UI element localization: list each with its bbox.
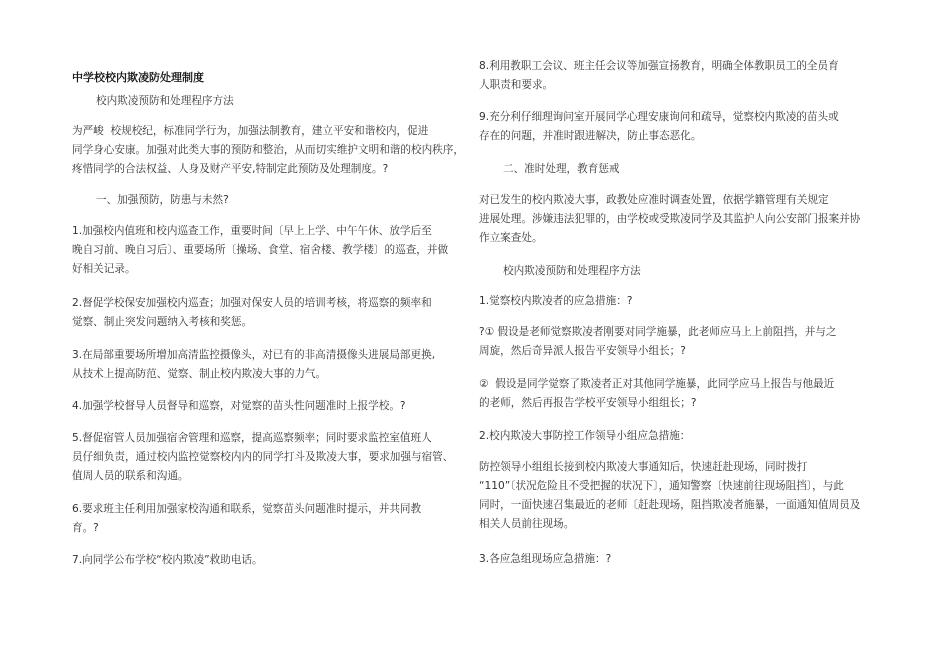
list-item-5: 5.督促宿管人员加强宿舍管理和巡察，提高巡察频率；同时要求监控室值班人 员仔细负责，通过校内监控觉察校内内的同学打斗及欺凌大事，要求加强与宿管、 值周人员的联系和沟通。 [72,432,454,482]
procedure-item-1: 1.觉察校内欺凌者的应急措施：? [479,295,633,307]
document-title: 中学校校内欺凌防处理制度 [72,71,204,84]
list-item-2: 2.督促学校保安加强校内巡查；加强对保安人员的培训考核，将巡察的频率和 觉察、制止突发问题纳入考核和奖惩。 [72,297,432,328]
list-item-7: 7.向同学公布学校“校内欺凌”救助电话。 [72,554,263,566]
handling-paragraph: 对已发生的校内欺凌大事，政教处应准时调查处置，依据学籍管理有关规定 进展处理。涉嫌违法犯罪的，由学校或受欺凌同学及其监护人向公安部门报案并协 作立案查处。 [479,194,861,244]
list-item-6: 6.要求班主任利用加强家校沟通和联系，觉察苗头问题准时提示，并共同教 育。? [72,503,422,534]
list-item-1: 1.加强校内值班和校内巡查工作，重要时间〔早上上学、中午午休、放学后至 晚自习前、晚自习后〕、重要场所〔操场、食堂、宿舍楼、教学楼〕的巡查，并做 好相关记录。 [72,225,449,275]
procedure-subtitle: 校内欺凌预防和处理程序方法 [503,265,641,277]
procedure-item-2-paragraph: 防控领导小组组长接到校内欺凌大事通知后，快速赶赴现场，同时拨打 “110”〔状况危险且不受把握的状况下〕，通知警察〔快速前往现场阻挡〕，与此 同时，一面快速召集最近的老师〔赶赴现场，阻挡欺凌者施暴，一面通知值周员及 相关人员前往现场。 [479,461,861,530]
list-item-9: 9.充分利仔细理询问室开展同学心理安康询问和疏导，觉察校内欺凌的苗头或 存在的问题，并准时跟进解决，防止事态恶化。 [479,111,839,142]
procedure-case-2: ② 假设是同学觉察了欺凌者正对其他同学施暴，此同学应马上报告与他最近 的老师，然后再报告学校平安领导小组组长；? [479,378,835,409]
document-subtitle: 校内欺凌预防和处理程序方法 [96,95,234,107]
list-item-4: 4.加强学校督导人员督导和巡察，对觉察的苗头性问题准时上报学校。? [72,400,406,412]
procedure-item-2: 2.校内欺凌大事防控工作领导小组应急措施： [479,430,691,442]
section-heading-prevention: 一、加强预防，防患与未然? [96,194,229,206]
intro-paragraph: 为严峻 校规校纪，标准同学行为，加强法制教育，建立平安和谐校内，促进 同学身心安康。加强对此类大事的预防和整治，从而切实维护文明和谐的校内秩序， 疼惜同学的合法权益、人身及财产平安,特制定此预防及处理制度。? [72,125,464,175]
section-heading-handling: 二、准时处理，教育惩戒 [503,163,620,175]
list-item-8: 8.利用教职工会议、班主任会议等加强宣扬教育，明确全体教职员工的全员育 人职责和要求。 [479,60,839,91]
procedure-case-1: ?① 假设是老师觉察欺凌者刚要对同学施暴，此老师应马上上前阻挡，并与之 周旋，然后奇异派人报告平安领导小组长；? [479,326,837,357]
list-item-3: 3.在局部重要场所增加高清监控摄像头，对已有的非高清摄像头进展局部更换, 从技术上提高防范、觉察、制止校内欺凌大事的力气。 [72,349,436,380]
procedure-item-3: 3.各应急组现场应急措施：? [479,553,612,565]
